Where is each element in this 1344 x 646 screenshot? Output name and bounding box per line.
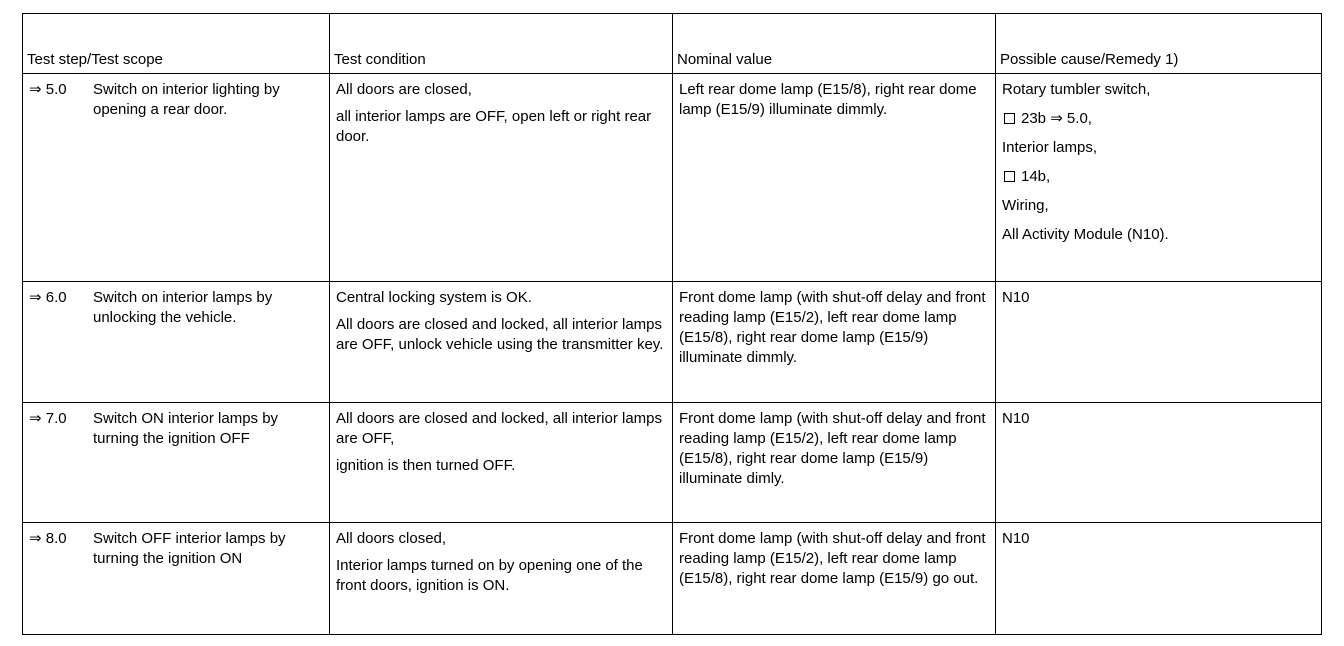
nominal-cell: Front dome lamp (with shut-off delay and front reading lamp (E15/2), left rear dome lamp (E15/8), right rear dome lamp (E15/9) go out. [673, 523, 996, 635]
cause-ref-text: 23b ⇒ 5.0, [1021, 110, 1092, 128]
cause-text: Wiring, [1002, 197, 1049, 215]
step-scope: Switch on interior lighting by opening a rear door. [93, 81, 280, 119]
cause-cell: N10 [996, 523, 1322, 635]
header-possible-cause: Possible cause/Remedy 1) [996, 14, 1322, 74]
cause-ref-text: 14b, [1021, 168, 1051, 186]
condition-text: All doors closed, [336, 530, 447, 548]
header-row [23, 14, 1322, 74]
condition-text: ignition is then turned OFF. [336, 456, 516, 474]
condition-cell [330, 74, 673, 282]
step-scope: Switch OFF interior lamps by turning the ignition ON [93, 530, 286, 568]
cause-text: Rotary tumbler switch, [1002, 81, 1151, 99]
cause-cell: N10 [996, 281, 1322, 402]
condition-text: Central locking system is OK. [336, 288, 532, 306]
step-cell [23, 281, 330, 402]
cause-text: Interior lamps, [1002, 139, 1098, 157]
table-row [23, 402, 1322, 523]
step-scope: Switch on interior lamps by unlocking the vehicle. [93, 288, 273, 326]
step-cell [23, 74, 330, 282]
cause-ref [1002, 167, 1315, 187]
step-cell [23, 402, 330, 523]
step-number: ⇒ 5.0 [29, 81, 67, 99]
square-checkbox-icon [1004, 171, 1015, 182]
nominal-cell: Front dome lamp (with shut-off delay and front reading lamp (E15/2), left rear dome lamp (E15/8), right rear dome lamp (E15/9) illuminate dimly. [673, 402, 996, 523]
header-test-step: Test step/Test scope [23, 14, 330, 74]
cause-cell [996, 74, 1322, 282]
square-checkbox-icon [1004, 113, 1015, 124]
condition-text: all interior lamps are OFF, open left or right rear door. [336, 108, 652, 146]
condition-text: All doors are closed and locked, all interior lamps are OFF, unlock vehicle using the transmitter key. [336, 315, 664, 353]
condition-cell [330, 281, 673, 402]
table-row [23, 281, 1322, 402]
condition-text: All doors are closed and locked, all interior lamps are OFF, [336, 409, 662, 447]
table-row [23, 523, 1322, 635]
condition-text: All doors are closed, [336, 81, 472, 99]
condition-text: Interior lamps turned on by opening one of the front doors, ignition is ON. [336, 557, 643, 595]
cause-cell: N10 [996, 402, 1322, 523]
test-table [22, 13, 1322, 635]
step-number: ⇒ 7.0 [29, 409, 67, 427]
table-row [23, 74, 1322, 282]
step-scope: Switch ON interior lamps by turning the ignition OFF [93, 409, 279, 447]
step-number: ⇒ 8.0 [29, 530, 67, 548]
step-cell [23, 523, 330, 635]
step-number: ⇒ 6.0 [29, 288, 67, 306]
nominal-cell: Front dome lamp (with shut-off delay and front reading lamp (E15/2), left rear dome lamp (E15/8), right rear dome lamp (E15/9) illuminate dimmly. [673, 281, 996, 402]
nominal-cell: Left rear dome lamp (E15/8), right rear dome lamp (E15/9) illuminate dimmly. [673, 74, 996, 282]
cause-text: All Activity Module (N10). [1002, 226, 1169, 244]
condition-cell [330, 402, 673, 523]
header-test-condition: Test condition [330, 14, 673, 74]
condition-cell [330, 523, 673, 635]
cause-ref [1002, 109, 1315, 129]
header-nominal-value: Nominal value [673, 14, 996, 74]
